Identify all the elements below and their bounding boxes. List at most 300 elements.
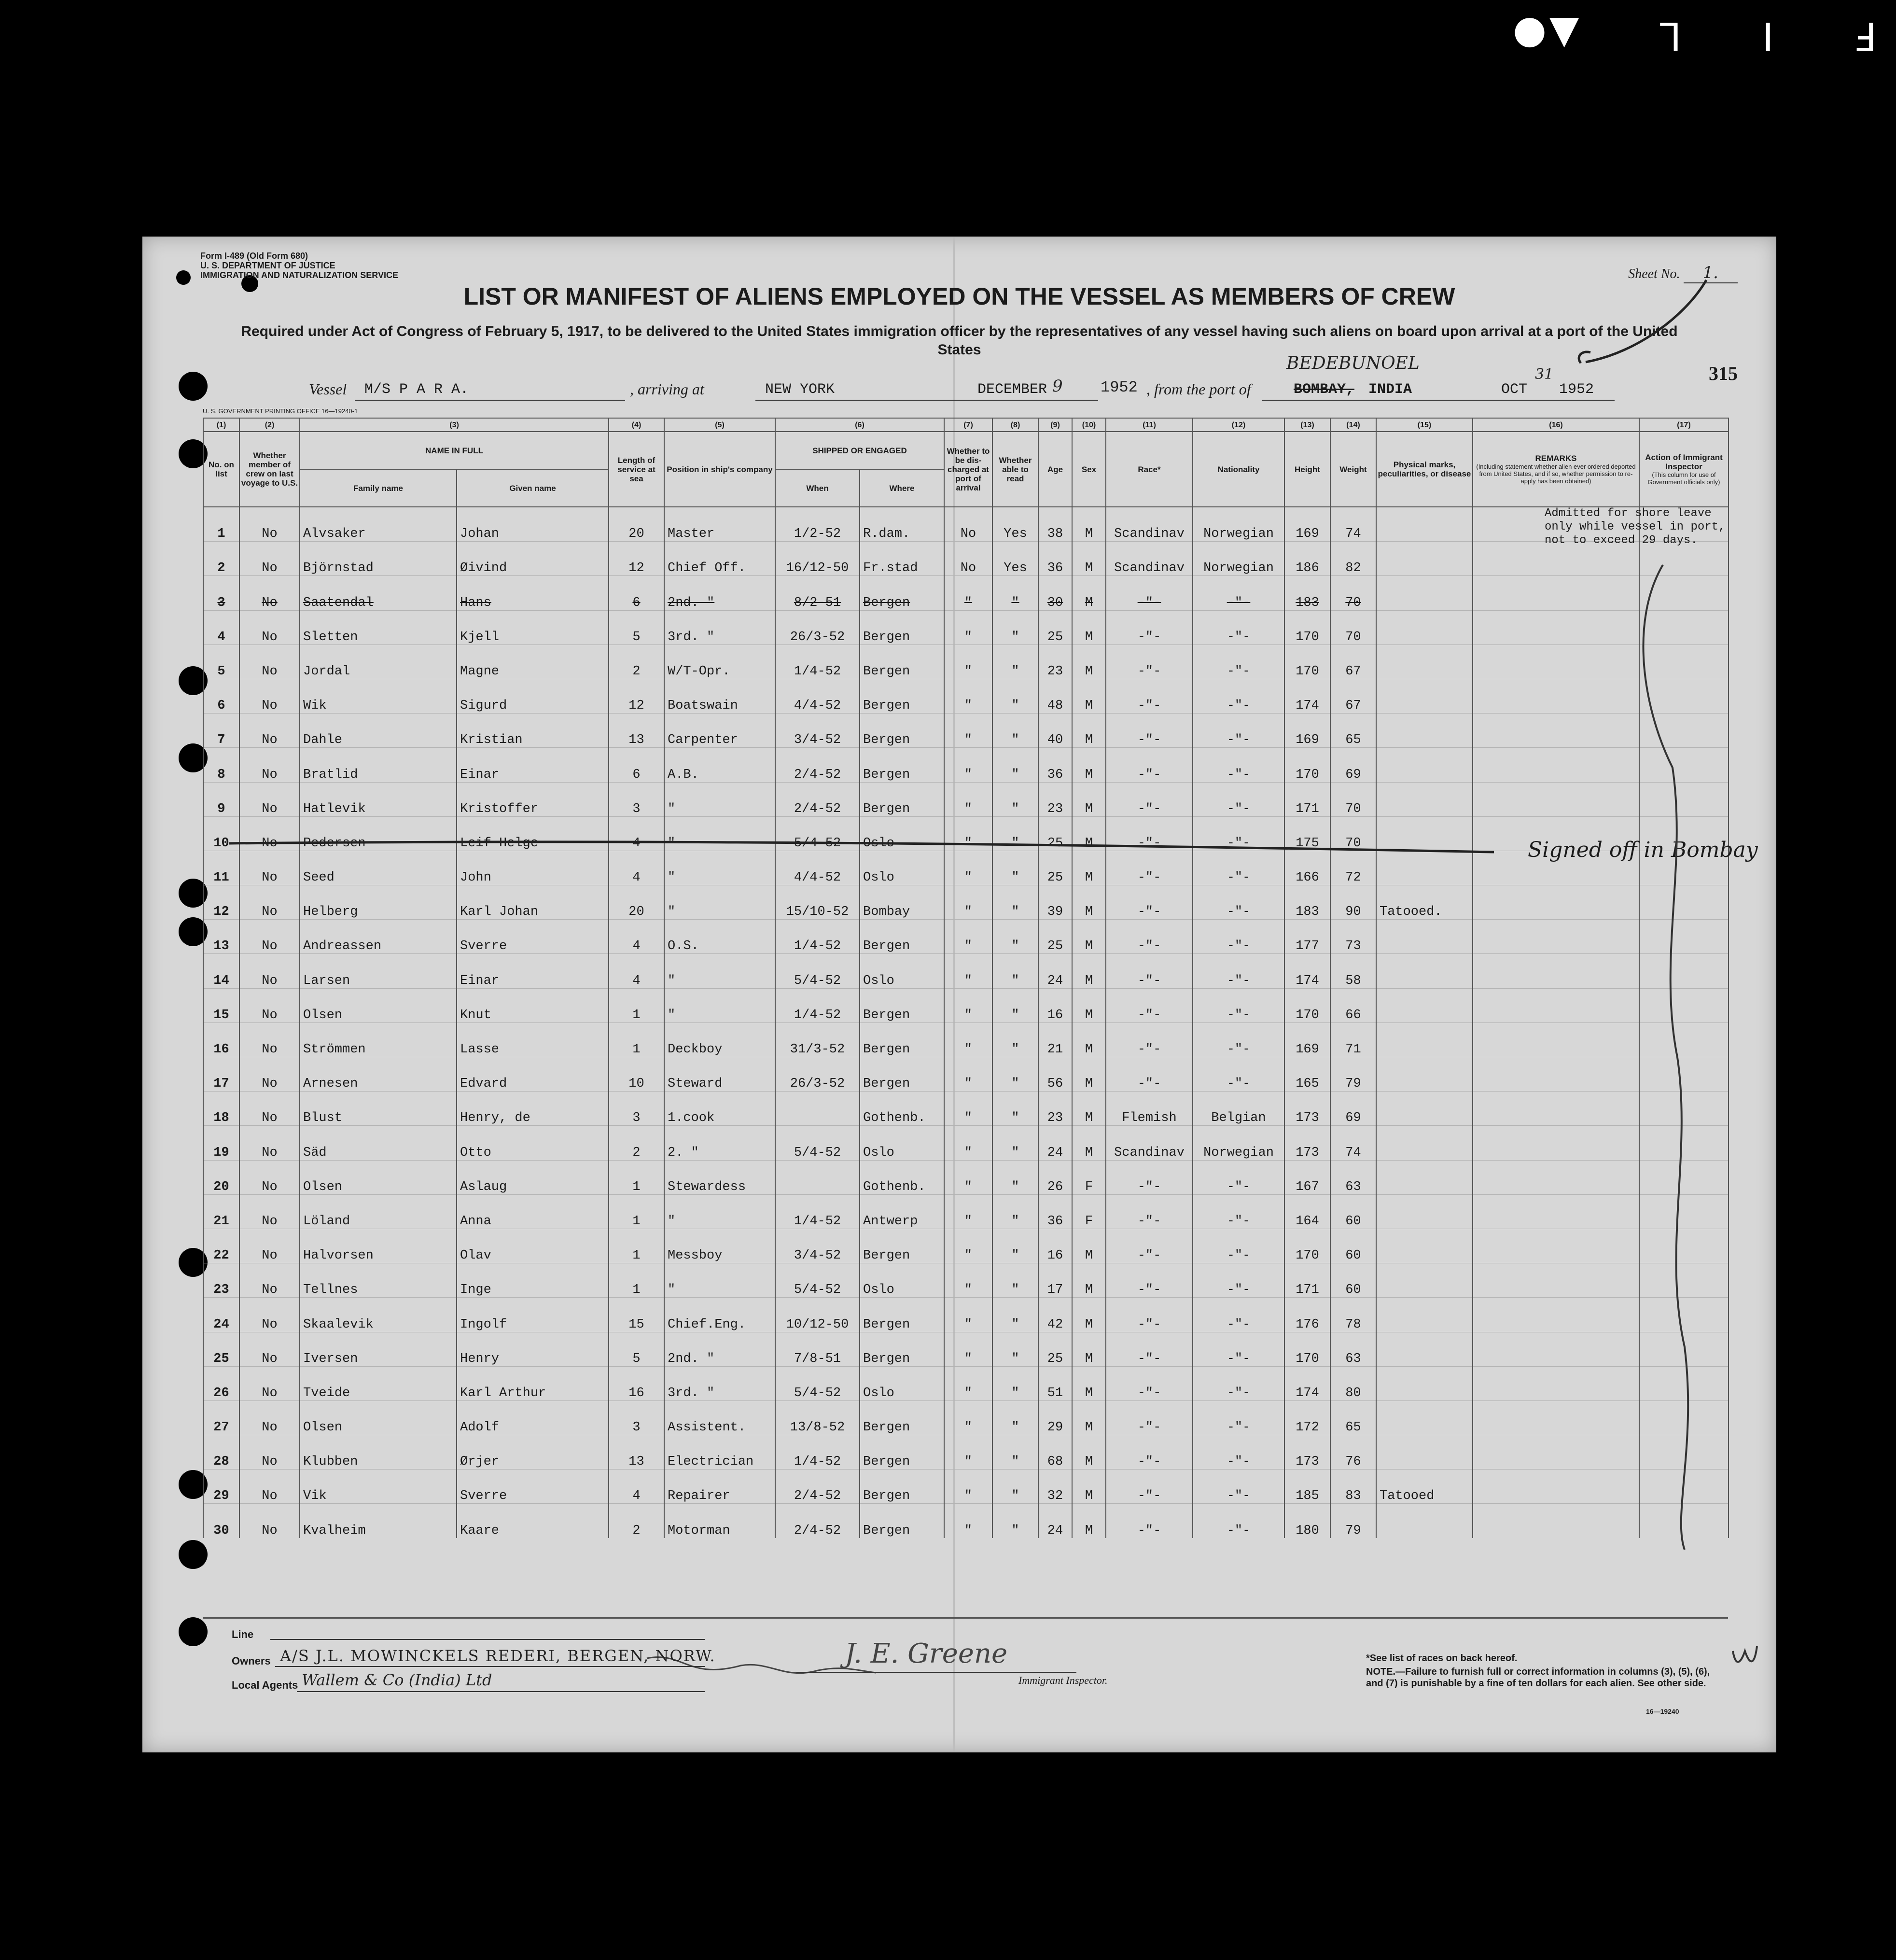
form-id-line: Form I-489 (Old Form 680) <box>200 251 308 261</box>
height: 174 <box>1284 1366 1330 1400</box>
weight: 69 <box>1330 1092 1376 1126</box>
length-of-service: 13 <box>609 714 664 748</box>
age: 36 <box>1038 1194 1072 1229</box>
position: 2. " <box>664 1126 775 1160</box>
age: 68 <box>1038 1435 1072 1470</box>
row-number: 20 <box>203 1160 239 1194</box>
race: -"- <box>1106 1194 1193 1229</box>
row-number: 6 <box>203 679 239 713</box>
shipped-where: Bergen <box>860 576 944 610</box>
length-of-service: 1 <box>609 1263 664 1298</box>
form-id-line: IMMIGRATION AND NATURALIZATION SERVICE <box>200 270 398 280</box>
nationality: -"- <box>1193 1332 1284 1366</box>
shipped-when: 15/10-52 <box>775 885 860 920</box>
col-num: (17) <box>1639 418 1729 432</box>
age: 56 <box>1038 1057 1072 1092</box>
shipped-when: 26/3-52 <box>775 1057 860 1092</box>
member-last-voyage: No <box>239 1194 300 1229</box>
position: 2nd. " <box>664 1332 775 1366</box>
able-to-read: " <box>992 954 1038 988</box>
position: " <box>664 851 775 885</box>
able-to-read: " <box>992 782 1038 816</box>
weight: 76 <box>1330 1435 1376 1470</box>
height: 174 <box>1284 954 1330 988</box>
age: 32 <box>1038 1470 1072 1504</box>
to-be-discharged: " <box>944 714 992 748</box>
sex: M <box>1072 1229 1106 1263</box>
member-last-voyage: No <box>239 748 300 782</box>
height: 174 <box>1284 679 1330 713</box>
col-weight: Weight <box>1330 432 1376 507</box>
row-number: 7 <box>203 714 239 748</box>
shipped-where: Fr.stad <box>860 542 944 576</box>
given-name: John <box>457 851 609 885</box>
race: -"- <box>1106 576 1193 610</box>
given-name: Olav <box>457 1229 609 1263</box>
race: -"- <box>1106 1400 1193 1435</box>
port-handwritten: BEDEBUNOEL <box>1286 353 1420 373</box>
race: -"- <box>1106 1263 1193 1298</box>
weight: 65 <box>1330 714 1376 748</box>
age: 24 <box>1038 954 1072 988</box>
nationality: -"- <box>1193 851 1284 885</box>
given-name: Ørjer <box>457 1435 609 1470</box>
col-num: (11) <box>1106 418 1193 432</box>
film-letter: I <box>1759 14 1774 59</box>
family-name: Arnesen <box>300 1057 457 1092</box>
given-name: Edvard <box>457 1057 609 1092</box>
family-name: Sletten <box>300 610 457 644</box>
age: 26 <box>1038 1160 1072 1194</box>
to-be-discharged: " <box>944 576 992 610</box>
member-last-voyage: No <box>239 542 300 576</box>
race: -"- <box>1106 610 1193 644</box>
nationality: -"- <box>1193 576 1284 610</box>
to-be-discharged: " <box>944 610 992 644</box>
age: 38 <box>1038 507 1072 542</box>
shipped-where: Bergen <box>860 988 944 1022</box>
given-name: Henry, de <box>457 1092 609 1126</box>
given-name: Hans <box>457 576 609 610</box>
given-name: Aslaug <box>457 1160 609 1194</box>
family-name: Hatlevik <box>300 782 457 816</box>
length-of-service: 13 <box>609 1435 664 1470</box>
member-last-voyage: No <box>239 954 300 988</box>
height: 183 <box>1284 885 1330 920</box>
length-of-service: 2 <box>609 1126 664 1160</box>
to-be-discharged: " <box>944 1366 992 1400</box>
family-name: Klubben <box>300 1435 457 1470</box>
position: Assistent. <box>664 1400 775 1435</box>
to-be-discharged: " <box>944 1092 992 1126</box>
note-label: NOTE. <box>1366 1666 1396 1677</box>
height: 164 <box>1284 1194 1330 1229</box>
height: 170 <box>1284 644 1330 679</box>
height: 170 <box>1284 1229 1330 1263</box>
row-number: 30 <box>203 1504 239 1538</box>
sex: F <box>1072 1194 1106 1229</box>
col-where: Where <box>860 469 944 507</box>
form-id-line: U. S. DEPARTMENT OF JUSTICE <box>200 261 335 270</box>
given-name: Kristoffer <box>457 782 609 816</box>
weight: 82 <box>1330 542 1376 576</box>
col-num: (6) <box>775 418 944 432</box>
weight: 67 <box>1330 679 1376 713</box>
shipped-where: Bergen <box>860 1298 944 1332</box>
position: Stewardess <box>664 1160 775 1194</box>
sex: M <box>1072 954 1106 988</box>
arrival-year: 1952 <box>1101 378 1138 396</box>
to-be-discharged: No <box>944 507 992 542</box>
height: 186 <box>1284 542 1330 576</box>
length-of-service: 1 <box>609 1194 664 1229</box>
given-name: Øivind <box>457 542 609 576</box>
able-to-read: " <box>992 1366 1038 1400</box>
sex: M <box>1072 644 1106 679</box>
family-name: Dahle <box>300 714 457 748</box>
film-letter: F <box>1851 14 1877 59</box>
nationality: -"- <box>1193 1194 1284 1229</box>
age: 23 <box>1038 1092 1072 1126</box>
length-of-service: 12 <box>609 542 664 576</box>
able-to-read: " <box>992 714 1038 748</box>
member-last-voyage: No <box>239 1332 300 1366</box>
given-name: Kristian <box>457 714 609 748</box>
given-name: Leif Helge <box>457 816 609 851</box>
given-name: Otto <box>457 1126 609 1160</box>
family-name: Iversen <box>300 1332 457 1366</box>
col-num: (7) <box>944 418 992 432</box>
col-when: When <box>775 469 860 507</box>
length-of-service: 4 <box>609 1470 664 1504</box>
length-of-service: 4 <box>609 851 664 885</box>
able-to-read: " <box>992 1504 1038 1538</box>
age: 42 <box>1038 1298 1072 1332</box>
nationality: -"- <box>1193 920 1284 954</box>
sex: M <box>1072 851 1106 885</box>
member-last-voyage: No <box>239 1435 300 1470</box>
to-be-discharged: " <box>944 851 992 885</box>
sex: F <box>1072 1160 1106 1194</box>
member-last-voyage: No <box>239 1057 300 1092</box>
weight: 74 <box>1330 507 1376 542</box>
initial-mark <box>1733 1646 1757 1662</box>
sex: M <box>1072 782 1106 816</box>
weight: 65 <box>1330 1400 1376 1435</box>
able-to-read: " <box>992 610 1038 644</box>
member-last-voyage: No <box>239 1160 300 1194</box>
nationality: -"- <box>1193 1057 1284 1092</box>
weight: 71 <box>1330 1022 1376 1057</box>
nationality: -"- <box>1193 1263 1284 1298</box>
able-to-read: " <box>992 816 1038 851</box>
shipped-where: Bergen <box>860 748 944 782</box>
position: 3rd. " <box>664 610 775 644</box>
col-num: (12) <box>1193 418 1284 432</box>
row-number: 2 <box>203 542 239 576</box>
given-name: Sigurd <box>457 679 609 713</box>
length-of-service: 4 <box>609 816 664 851</box>
shipped-when: 8/2-51 <box>775 576 860 610</box>
weight: 69 <box>1330 748 1376 782</box>
row-number: 19 <box>203 1126 239 1160</box>
shipped-when: 7/8-51 <box>775 1332 860 1366</box>
row-number: 28 <box>203 1435 239 1470</box>
shipped-when: 2/4-52 <box>775 1470 860 1504</box>
nationality: -"- <box>1193 610 1284 644</box>
family-name: Tveide <box>300 1366 457 1400</box>
nationality: -"- <box>1193 714 1284 748</box>
nationality: -"- <box>1193 1435 1284 1470</box>
height: 170 <box>1284 610 1330 644</box>
family-name: Andreassen <box>300 920 457 954</box>
footer <box>203 1617 1728 1744</box>
height: 170 <box>1284 988 1330 1022</box>
race: -"- <box>1106 748 1193 782</box>
race: -"- <box>1106 851 1193 885</box>
film-letter: L <box>1657 14 1682 59</box>
length-of-service: 3 <box>609 1400 664 1435</box>
member-last-voyage: No <box>239 1126 300 1160</box>
length-of-service: 12 <box>609 679 664 713</box>
shipped-when: 1/2-52 <box>775 507 860 542</box>
nationality: -"- <box>1193 748 1284 782</box>
sex: M <box>1072 542 1106 576</box>
height: 171 <box>1284 782 1330 816</box>
family-name: Vik <box>300 1470 457 1504</box>
shipped-where: Antwerp <box>860 1194 944 1229</box>
nationality: -"- <box>1193 1504 1284 1538</box>
col-length-service: Length of service at sea <box>609 432 664 507</box>
weight: 74 <box>1330 1126 1376 1160</box>
length-of-service: 3 <box>609 782 664 816</box>
age: 16 <box>1038 1229 1072 1263</box>
race: -"- <box>1106 679 1193 713</box>
to-be-discharged: " <box>944 920 992 954</box>
race: -"- <box>1106 1332 1193 1366</box>
given-name: Einar <box>457 748 609 782</box>
position: A.B. <box>664 748 775 782</box>
row-number: 24 <box>203 1298 239 1332</box>
age: 36 <box>1038 748 1072 782</box>
height: 169 <box>1284 714 1330 748</box>
shipped-where: Oslo <box>860 1366 944 1400</box>
shipped-where: Bergen <box>860 714 944 748</box>
age: 29 <box>1038 1400 1072 1435</box>
row-number: 21 <box>203 1194 239 1229</box>
weight: 66 <box>1330 988 1376 1022</box>
nationality: Norwegian <box>1193 507 1284 542</box>
col-num: (3) <box>300 418 609 432</box>
nationality: -"- <box>1193 954 1284 988</box>
race: -"- <box>1106 644 1193 679</box>
age: 23 <box>1038 644 1072 679</box>
line-underline <box>270 1639 705 1640</box>
family-name: Säd <box>300 1126 457 1160</box>
col-num: (14) <box>1330 418 1376 432</box>
family-name: Helberg <box>300 885 457 920</box>
remarks-stamp: Admitted for shore leave only while vessel in port, not to exceed 29 days. <box>1545 507 1726 547</box>
position: " <box>664 885 775 920</box>
col-sex: Sex <box>1072 432 1106 507</box>
departure-year: 1952 <box>1559 381 1594 398</box>
age: 21 <box>1038 1022 1072 1057</box>
age: 16 <box>1038 988 1072 1022</box>
page-number: 315 <box>1709 363 1738 384</box>
position: Master <box>664 507 775 542</box>
height: 175 <box>1284 816 1330 851</box>
shipped-where: Bergen <box>860 1229 944 1263</box>
member-last-voyage: No <box>239 885 300 920</box>
weight: 78 <box>1330 1298 1376 1332</box>
member-last-voyage: No <box>239 1504 300 1538</box>
race: -"- <box>1106 1435 1193 1470</box>
to-be-discharged: " <box>944 1470 992 1504</box>
sex: M <box>1072 988 1106 1022</box>
row-number: 17 <box>203 1057 239 1092</box>
row-number: 22 <box>203 1229 239 1263</box>
port-struck: BOMBAY, <box>1294 381 1355 398</box>
position: Messboy <box>664 1229 775 1263</box>
height: 176 <box>1284 1298 1330 1332</box>
height: 172 <box>1284 1400 1330 1435</box>
length-of-service: 4 <box>609 920 664 954</box>
age: 23 <box>1038 782 1072 816</box>
height: 173 <box>1284 1092 1330 1126</box>
given-name: Einar <box>457 954 609 988</box>
family-name: Skaalevik <box>300 1298 457 1332</box>
length-of-service: 1 <box>609 1160 664 1194</box>
race: -"- <box>1106 1229 1193 1263</box>
weight: 60 <box>1330 1194 1376 1229</box>
race: -"- <box>1106 714 1193 748</box>
family-name: Saatendal <box>300 576 457 610</box>
arriving-port: NEW YORK <box>765 381 835 398</box>
to-be-discharged: " <box>944 1229 992 1263</box>
position: Chief.Eng. <box>664 1298 775 1332</box>
race: -"- <box>1106 954 1193 988</box>
weight: 60 <box>1330 1229 1376 1263</box>
sex: M <box>1072 1400 1106 1435</box>
able-to-read: " <box>992 679 1038 713</box>
race: -"- <box>1106 1022 1193 1057</box>
shipped-where: Bergen <box>860 1400 944 1435</box>
col-num: (15) <box>1376 418 1473 432</box>
nationality: -"- <box>1193 1400 1284 1435</box>
able-to-read: " <box>992 1263 1038 1298</box>
col-num: (13) <box>1284 418 1330 432</box>
age: 24 <box>1038 1126 1072 1160</box>
height: 180 <box>1284 1504 1330 1538</box>
agents-value: Wallem & Co (India) Ltd <box>302 1671 492 1689</box>
col-family-name: Family name <box>300 469 457 507</box>
shipped-where: Bergen <box>860 920 944 954</box>
given-name: Inge <box>457 1263 609 1298</box>
family-name: Björnstad <box>300 542 457 576</box>
col-race: Race* <box>1106 432 1193 507</box>
race: Scandinav <box>1106 1126 1193 1160</box>
position: Steward <box>664 1057 775 1092</box>
position: Carpenter <box>664 714 775 748</box>
shipped-when: 4/4-52 <box>775 851 860 885</box>
line-label: Line <box>232 1628 254 1640</box>
to-be-discharged: " <box>944 1022 992 1057</box>
row-number: 11 <box>203 851 239 885</box>
to-be-discharged: " <box>944 644 992 679</box>
race: -"- <box>1106 885 1193 920</box>
sex: M <box>1072 885 1106 920</box>
arriving-label: , arriving at <box>630 380 704 398</box>
position: Boatswain <box>664 679 775 713</box>
shipped-where: Bergen <box>860 1332 944 1366</box>
member-last-voyage: No <box>239 782 300 816</box>
remarks-bracket-line <box>1644 565 1688 1550</box>
shipped-when: 31/3-52 <box>775 1022 860 1057</box>
height: 183 <box>1284 576 1330 610</box>
to-be-discharged: " <box>944 1435 992 1470</box>
col-no-on-list: No. on list <box>203 432 239 507</box>
race: -"- <box>1106 1470 1193 1504</box>
family-name: Jordal <box>300 644 457 679</box>
action-heading: Action of Immigrant Inspector <box>1645 453 1723 471</box>
family-name: Bratlid <box>300 748 457 782</box>
age: 48 <box>1038 679 1072 713</box>
shipped-where: Bergen <box>860 1470 944 1504</box>
to-be-discharged: " <box>944 988 992 1022</box>
nationality: -"- <box>1193 782 1284 816</box>
to-be-discharged: " <box>944 1194 992 1229</box>
arrival-day: 9 <box>1052 377 1063 396</box>
weight: 90 <box>1330 885 1376 920</box>
member-last-voyage: No <box>239 920 300 954</box>
given-name: Kjell <box>457 610 609 644</box>
family-name: Löland <box>300 1194 457 1229</box>
height: 169 <box>1284 1022 1330 1057</box>
weight: 73 <box>1330 920 1376 954</box>
row-number: 16 <box>203 1022 239 1057</box>
height: 171 <box>1284 1263 1330 1298</box>
height: 167 <box>1284 1160 1330 1194</box>
height: 173 <box>1284 1126 1330 1160</box>
length-of-service: 6 <box>609 576 664 610</box>
shipped-when: 4/4-52 <box>775 679 860 713</box>
col-num: (10) <box>1072 418 1106 432</box>
shipped-when: 13/8-52 <box>775 1400 860 1435</box>
nationality: -"- <box>1193 1366 1284 1400</box>
weight: 67 <box>1330 644 1376 679</box>
nationality: -"- <box>1193 1160 1284 1194</box>
nationality: -"- <box>1193 644 1284 679</box>
row-number: 14 <box>203 954 239 988</box>
position: Repairer <box>664 1470 775 1504</box>
weight: 63 <box>1330 1160 1376 1194</box>
member-last-voyage: No <box>239 1022 300 1057</box>
shipped-when: 5/4-52 <box>775 1263 860 1298</box>
col-age: Age <box>1038 432 1072 507</box>
race: -"- <box>1106 1504 1193 1538</box>
col-whether-member: Whether member of crew on last voyage to U.S. <box>239 432 300 507</box>
page-title: LIST OR MANIFEST OF ALIENS EMPLOYED ON THE VESSEL AS MEMBERS OF CREW <box>463 283 1455 310</box>
signed-off-note: Signed off in Bombay <box>1528 838 1758 862</box>
position: Deckboy <box>664 1022 775 1057</box>
member-last-voyage: No <box>239 1263 300 1298</box>
family-name: Blust <box>300 1092 457 1126</box>
able-to-read: " <box>992 1126 1038 1160</box>
length-of-service: 1 <box>609 1022 664 1057</box>
sex: M <box>1072 1366 1106 1400</box>
sex: M <box>1072 1298 1106 1332</box>
length-of-service: 20 <box>609 507 664 542</box>
